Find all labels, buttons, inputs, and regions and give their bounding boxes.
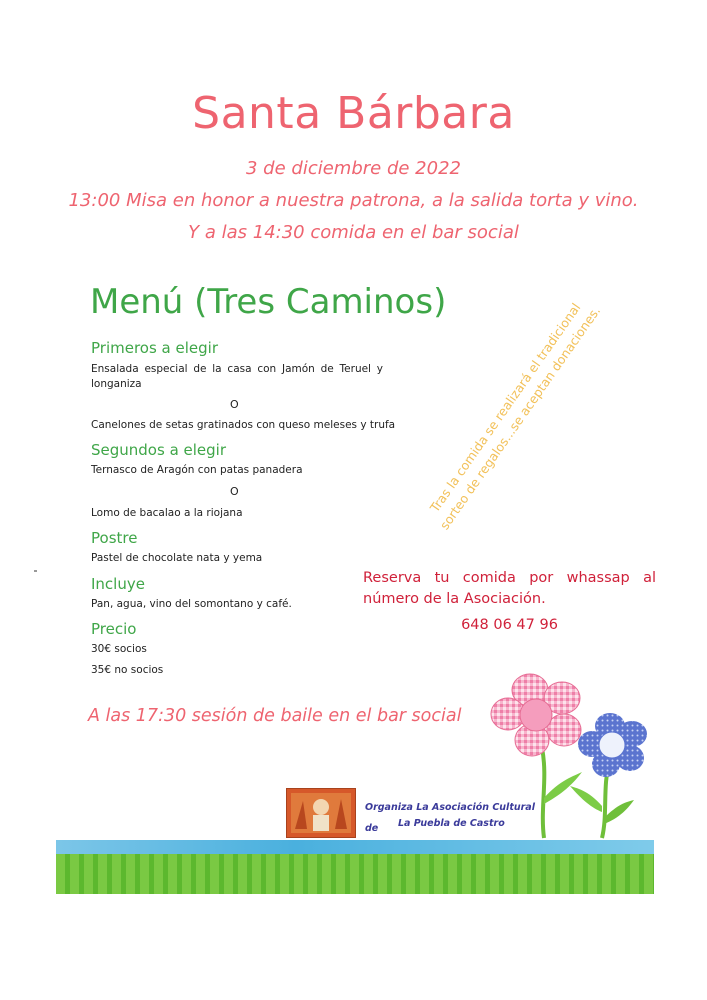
primeros-separator: O — [230, 398, 239, 411]
reservation-text: Reserva tu comida por whassap al número de la Asociación. — [363, 570, 656, 607]
incluye-heading: Incluye — [91, 575, 145, 593]
dance-session: A las 17:30 sesión de baile en el bar social — [88, 706, 462, 726]
segundos-separator: O — [230, 485, 239, 498]
segundos-option-1: Ternasco de Aragón con patas panadera — [91, 464, 303, 476]
event-date: 3 de diciembre de 2022 — [246, 158, 461, 179]
primeros-option-2: Canelones de setas gratinados con queso meleses y trufa — [91, 419, 396, 431]
postre-item: Pastel de chocolate nata y yema — [91, 552, 263, 564]
decorative-blue-band — [56, 840, 654, 854]
blue-flower — [578, 713, 647, 777]
schedule-mass: 13:00 Misa en honor a nuestra patrona, a la salida torta y vino. — [68, 190, 639, 211]
primeros-option-1: Ensalada especial de la casa con Jamón de Teruel y longaniza — [91, 363, 383, 390]
event-title: Santa Bárbara — [192, 88, 515, 139]
incluye-item: Pan, agua, vino del somontano y café. — [91, 598, 292, 610]
primeros-heading: Primeros a elegir — [91, 339, 218, 357]
precio-socios: 30€ socios — [91, 643, 147, 655]
schedule-lunch: Y a las 14:30 comida en el bar social — [188, 222, 519, 243]
reservation-phone: 648 06 47 96 — [461, 617, 558, 633]
decorative-green-band — [56, 854, 654, 894]
menu-title: Menú (Tres Caminos) — [90, 282, 447, 322]
organizer-line-1: Organiza La Asociación Cultural de — [365, 802, 535, 834]
association-logo — [286, 788, 356, 838]
pink-flower — [491, 674, 581, 756]
scan-speck — [34, 570, 37, 572]
segundos-option-2: Lomo de bacalao a la riojana — [91, 507, 243, 519]
precio-no-socios: 35€ no socios — [91, 664, 164, 676]
postre-heading: Postre — [91, 529, 138, 547]
raffle-note: Tras la comida se realizará el tradicional sorteo de regalos...se aceptan donaciones. — [426, 300, 604, 533]
segundos-heading: Segundos a elegir — [91, 441, 227, 459]
precio-heading: Precio — [91, 620, 137, 638]
organizer-line-2: La Puebla de Castro — [398, 818, 505, 829]
